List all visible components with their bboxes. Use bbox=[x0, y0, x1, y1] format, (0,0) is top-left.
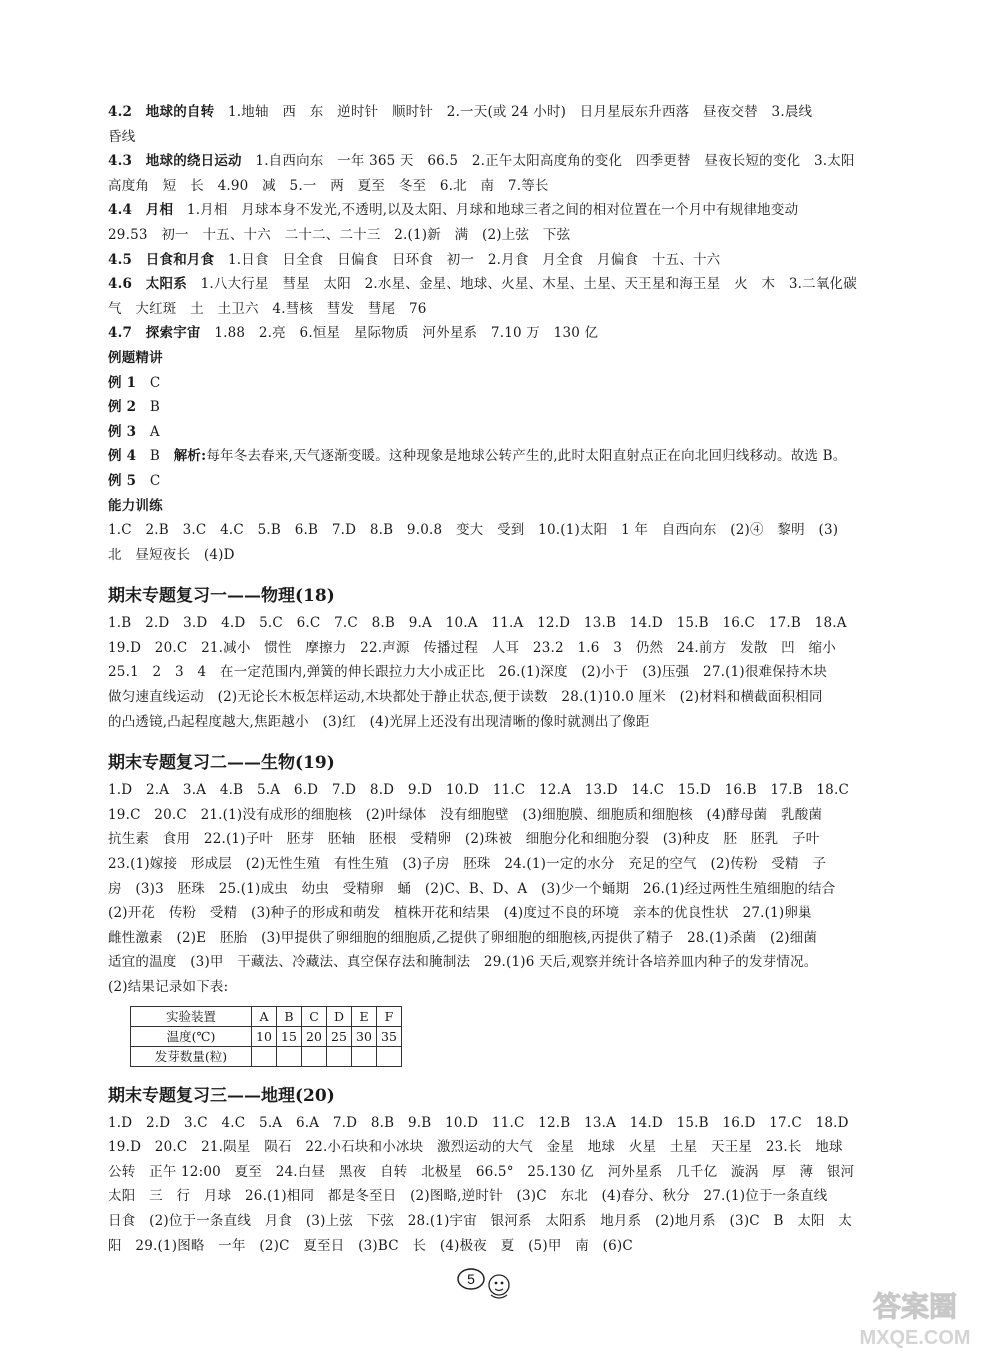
page-number: 5 bbox=[467, 1271, 475, 1287]
answer-line: 1.D 2.D 3.C 4.C 5.A 6.A 7.D 8.B 9.B 10.D 11.C 12.B 13.A 14.D 15.B 16.D 17.C 18.D bbox=[108, 1114, 849, 1131]
answer-line: 1.B 2.D 3.D 4.D 5.C 6.C 7.C 8.B 9.A 10.A 11.A 12.D 13.B 14.D 15.B 16.C 17.B 18.A bbox=[108, 615, 847, 632]
table-cell bbox=[377, 1046, 402, 1066]
page-number-badge bbox=[447, 1263, 527, 1303]
table-row bbox=[131, 1046, 402, 1066]
section-title: 地球的绕日运动 bbox=[145, 153, 242, 170]
answer-line: 高度角 短 长 4.90 减 5.一 两 夏至 冬至 6.北 南 7.等长 bbox=[108, 177, 549, 194]
answer-line: 北 昼短夜长 (4)D bbox=[108, 546, 235, 563]
example-label: 例 5 bbox=[108, 472, 137, 489]
section-number: 4.7 bbox=[108, 325, 133, 342]
section-4-6-line bbox=[108, 272, 888, 297]
table-cell: 温度(℃) bbox=[131, 1026, 252, 1046]
answer-line: 做匀速直线运动 (2)无论长木板怎样运动,木块都处于静止状态,便于读数 28.(1)10.0 厘米 (2)材料和横截面积相同 bbox=[108, 689, 823, 706]
section-answers: 1.日食 日全食 日偏食 日环食 初一 2.月食 月全食 月偏食 十五、十六 bbox=[228, 251, 721, 268]
section-number: 4.3 bbox=[108, 153, 133, 170]
answer-line: 太阳 三 行 月球 26.(1)相同 都是冬至日 (2)图略,逆时针 (3)C 东北 (4)春分、秋分 27.(1)位于一条直线 bbox=[108, 1188, 828, 1205]
example-item bbox=[108, 444, 888, 469]
table-cell: A bbox=[252, 1006, 277, 1026]
section-title: 月相 bbox=[145, 202, 174, 219]
example-label: 例 4 bbox=[108, 448, 137, 465]
table-cell: F bbox=[377, 1006, 402, 1026]
examples-heading: 例题精讲 bbox=[108, 349, 163, 366]
table-cell: 10 bbox=[252, 1026, 277, 1046]
watermark-logo bbox=[840, 1282, 990, 1352]
answer-line: 日食 (2)位于一条直线 月食 (3)上弦 下弦 28.(1)宇宙 银河系 太阳系 地月系 (2)地月系 (3)C B 太阳 太 bbox=[108, 1212, 853, 1229]
answer-line: 25.1 2 3 4 在一定范围内,弹簧的伸长跟拉力大小成正比 26.(1)深度 (2)小于 (3)压强 27.(1)很难保持木块 bbox=[108, 664, 828, 681]
section-answers: 1.地轴 西 东 逆时针 顺时针 2.一天(或 24 小时) 日月星辰东升西落 昼夜交替 3.晨线 bbox=[228, 104, 813, 120]
section-answers: 1.月相 月球本身不发光,不透明,以及太阳、月球和地球三者之间的相对位置在一个月中有规律地变动 bbox=[186, 202, 799, 219]
section-number: 4.2 bbox=[108, 104, 133, 120]
analysis-text: 每年冬去春来,天气逐渐变暖。这种现象是地球公转产生的,此时太阳直射点正在向北回归线移动。故选 B。 bbox=[206, 448, 847, 465]
example-answer: B bbox=[149, 448, 161, 465]
section-title: 日食和月食 bbox=[145, 251, 215, 268]
table-row bbox=[131, 1006, 402, 1026]
section-4-3-line bbox=[108, 149, 888, 174]
answer-line: 19.C 20.C 21.(1)没有成形的细胞核 (2)叶绿体 没有细胞壁 (3)细胞膜、细胞质和细胞核 (4)酵母菌 乳酸菌 bbox=[108, 806, 823, 823]
table-cell: 实验装置 bbox=[131, 1006, 252, 1026]
answer-line: 1.C 2.B 3.C 4.C 5.B 6.B 7.D 8.B 9.0.8 变大 受到 10.(1)太阳 1 年 自西向东 (2)④ 黎明 (3) bbox=[108, 522, 839, 539]
analysis-label: 解析: bbox=[173, 448, 207, 465]
example-item bbox=[108, 395, 888, 420]
table-cell: D bbox=[327, 1006, 352, 1026]
section-number: 4.4 bbox=[108, 202, 133, 219]
answer-line: (2)结果记录如下表: bbox=[108, 979, 229, 995]
example-label: 例 1 bbox=[108, 374, 137, 391]
germination-results-table bbox=[130, 1006, 402, 1067]
example-label: 例 3 bbox=[108, 423, 137, 440]
answer-line: 阳 29.(1)图略 一年 (2)C 夏至日 (3)BC 长 (4)极夜 夏 (5)甲 南 (6)C bbox=[108, 1237, 633, 1254]
answer-line: 19.D 20.C 21.减小 惯性 摩擦力 22.声源 传播过程 人耳 23.2 1.6 3 仍然 24.前方 发散 凹 缩小 bbox=[108, 639, 836, 656]
mascot-icon bbox=[447, 1263, 527, 1303]
section-4-2-line bbox=[108, 100, 888, 125]
answer-line: 1.D 2.A 3.A 4.B 5.A 6.D 7.D 8.D 9.D 10.D 11.C 12.A 13.D 14.C 15.D 16.B 17.B 18.C bbox=[108, 782, 849, 799]
answer-line: 房 (3)3 胚珠 25.(1)成虫 幼虫 受精卵 蛹 (2)C、B、D、A (3)少一个蛹期 26.(1)经过两性生殖细胞的结合 bbox=[108, 880, 836, 897]
example-answer: A bbox=[149, 423, 160, 440]
table-cell: 15 bbox=[277, 1026, 302, 1046]
example-item bbox=[108, 371, 888, 396]
answer-line: 23.(1)嫁接 形成层 (2)无性生殖 有性生殖 (3)子房 胚珠 24.(1)一定的水分 充足的空气 (2)传粉 受精 子 bbox=[108, 856, 827, 873]
answer-line: 气 大红斑 土 土卫六 4.彗核 彗发 彗尾 76 bbox=[108, 300, 427, 317]
section-answers: 1.八大行星 彗星 太阳 2.水星、金星、地球、火星、木星、土星、天王星和海王星 火 木 3.二氧化碳 bbox=[200, 276, 857, 293]
table-cell bbox=[352, 1046, 377, 1066]
table-row bbox=[131, 1026, 402, 1046]
watermark-text: 答案圈 bbox=[872, 1290, 958, 1323]
section-answers: 1.自西向东 一年 365 天 66.5 2.正午太阳高度角的变化 四季更替 昼夜长短的变化 3.太阳 bbox=[255, 153, 855, 170]
table-cell: 25 bbox=[327, 1026, 352, 1046]
table-cell: 发芽数量(粒) bbox=[131, 1046, 252, 1066]
section-title: 探索宇宙 bbox=[145, 325, 201, 342]
answer-line: 适宜的温度 (3)甲 干藏法、冷藏法、真空保存法和腌制法 29.(1)6 天后,观察并统计各培养皿内种子的发芽情况。 bbox=[108, 954, 818, 971]
training-heading: 能力训练 bbox=[108, 497, 163, 514]
answer-line: 抗生素 食用 22.(1)子叶 胚芽 胚轴 胚根 受精卵 (2)珠被 细胞分化和细胞分裂 (3)种皮 胚 胚乳 子叶 bbox=[108, 831, 820, 848]
answer-line: (2)开花 传粉 受精 (3)种子的形成和萌发 植株开花和结果 (4)度过不良的环境 亲本的优良性状 27.(1)卵巢 bbox=[108, 905, 812, 922]
table-cell: E bbox=[352, 1006, 377, 1026]
example-label: 例 2 bbox=[108, 399, 137, 416]
section-number: 4.5 bbox=[108, 251, 133, 268]
table-cell: C bbox=[302, 1006, 327, 1026]
answer-line: 19.D 20.C 21.陨星 陨石 22.小石块和小冰块 激烈运动的大气 金星 地球 火星 土星 天王星 23.长 地球 bbox=[108, 1139, 843, 1156]
table-cell: 20 bbox=[302, 1026, 327, 1046]
table-cell: 30 bbox=[352, 1026, 377, 1046]
table-cell: 35 bbox=[377, 1026, 402, 1046]
example-answer: C bbox=[149, 374, 161, 391]
answer-line: 的凸透镜,凸起程度越大,焦距越小 (3)红 (4)光屏上还没有出现清晰的像时就测出了像距 bbox=[108, 713, 650, 730]
table-cell bbox=[277, 1046, 302, 1066]
section-title: 太阳系 bbox=[145, 276, 187, 293]
answer-line: 雌性激素 (2)E 胚胎 (3)甲提供了卵细胞的细胞质,乙提供了卵细胞的细胞核,丙提供了精子 28.(1)杀菌 (2)细菌 bbox=[108, 929, 818, 946]
table-cell bbox=[302, 1046, 327, 1066]
table-cell: B bbox=[277, 1006, 302, 1026]
physics-review-title: 期末专题复习一——物理(18) bbox=[108, 586, 335, 607]
answer-line: 29.53 初一 十五、十六 二十二、二十三 2.(1)新 满 (2)上弦 下弦 bbox=[108, 226, 571, 243]
answer-line: 昏线 bbox=[108, 128, 136, 145]
watermark-icon bbox=[840, 1282, 990, 1352]
table-cell bbox=[327, 1046, 352, 1066]
section-number: 4.6 bbox=[108, 276, 133, 293]
answer-page bbox=[108, 100, 888, 1258]
example-item bbox=[108, 469, 888, 494]
geography-review-title: 期末专题复习三——地理(20) bbox=[108, 1085, 335, 1106]
example-answer: C bbox=[149, 472, 161, 489]
watermark-url: MXQE.COM bbox=[859, 1327, 971, 1349]
section-4-7-line bbox=[108, 321, 888, 346]
biology-review-title: 期末专题复习二——生物(19) bbox=[108, 753, 335, 774]
section-4-5-line bbox=[108, 248, 888, 273]
section-title: 地球的自转 bbox=[145, 104, 215, 120]
section-answers: 1.88 2.亮 6.恒星 星际物质 河外星系 7.10 万 130 亿 bbox=[214, 325, 599, 342]
example-item bbox=[108, 420, 888, 445]
answer-line: 公转 正午 12:00 夏至 24.白昼 黑夜 自转 北极星 66.5° 25.130 亿 河外星系 几千亿 漩涡 厚 薄 银河 bbox=[108, 1163, 855, 1180]
section-4-4-line bbox=[108, 198, 888, 223]
table-cell bbox=[252, 1046, 277, 1066]
example-answer: B bbox=[149, 399, 161, 416]
